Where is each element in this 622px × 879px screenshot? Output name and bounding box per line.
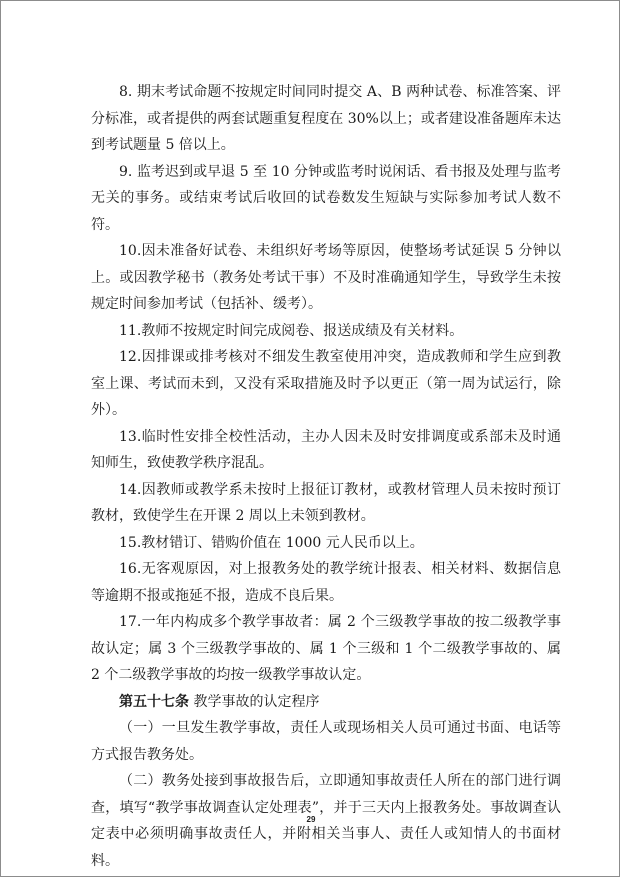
item-13: 13.临时性安排全校性活动，主办人因未及时安排调度或系部未及时通知师生，致使教学秩序混乱。 [91,428,561,471]
item-11: 11.教师不按规定时间完成阅卷、报送成绩及有关材料。 [119,322,464,339]
item-17: 17.一年内构成多个教学事故者：属 2 个三级教学事故的按二级教学事故认定；属 3 个三级教学事故的、属 1 个三级和 1 个二级教学事故的、属 2 个二级教学事故的均按一级教学事故认定。 [91,614,561,683]
procedure-step-1: （一）一旦发生教学事故，责任人或现场相关人员可通过书面、电话等方式报告教务处。 [91,720,561,763]
article-57 [91,689,561,716]
procedure-step-2: （二）教务处接到事故报告后，立即通知事故责任人所在的部门进行调查，填写“教学事故调查认定处理表”，并于三天内上报教务处。事故调查认定表中必须明确事故责任人，并附相关当事人、责任人或知情人的书面材料。 [91,773,561,869]
article-heading: 教学事故的认定程序 [189,693,320,710]
page-content [91,79,561,874]
article-title: 第五十七条 [119,693,189,710]
item-9: 9. 监考迟到或早退 5 至 10 分钟或监考时说闲话、看书报及处理与监考无关的事务。或结束考试后收回的试卷数发生短缺与实际参加考试人数不符。 [91,163,561,233]
item-15: 15.教材错订、错购价值在 1000 元人民币以上。 [119,534,424,551]
item-10: 10.因未准备好试卷、未组织好考场等原因，使整场考试延误 5 分钟以上。或因教学秘书（教务处考试干事）不及时准确通知学生，导致学生未按规定时间参加考试（包括补、缓考）。 [91,243,561,312]
item-14: 14.因教师或教学系未按时上报征订教材，或教材管理人员未按时预订教材，致使学生在开课 2 周以上未领到教材。 [91,481,561,524]
item-12: 12.因排课或排考核对不细发生教室使用冲突，造成教师和学生应到教室上课、考试而未到，又没有采取措施及时予以更正（第一周为试运行，除外）。 [91,349,561,418]
page-number: 29 [306,815,316,824]
item-8: 8. 期末考试命题不按规定时间同时提交 A、B 两种试卷、标准答案、评分标准，或者提供的两套试题重复程度在 30%以上；或者建设准备题库未达到考试题量 5 倍以上。 [91,84,561,153]
item-16: 16.无客观原因，对上报教务处的教学统计报表、相关材料、数据信息等逾期不报或拖延不报，造成不良后果。 [91,561,561,604]
